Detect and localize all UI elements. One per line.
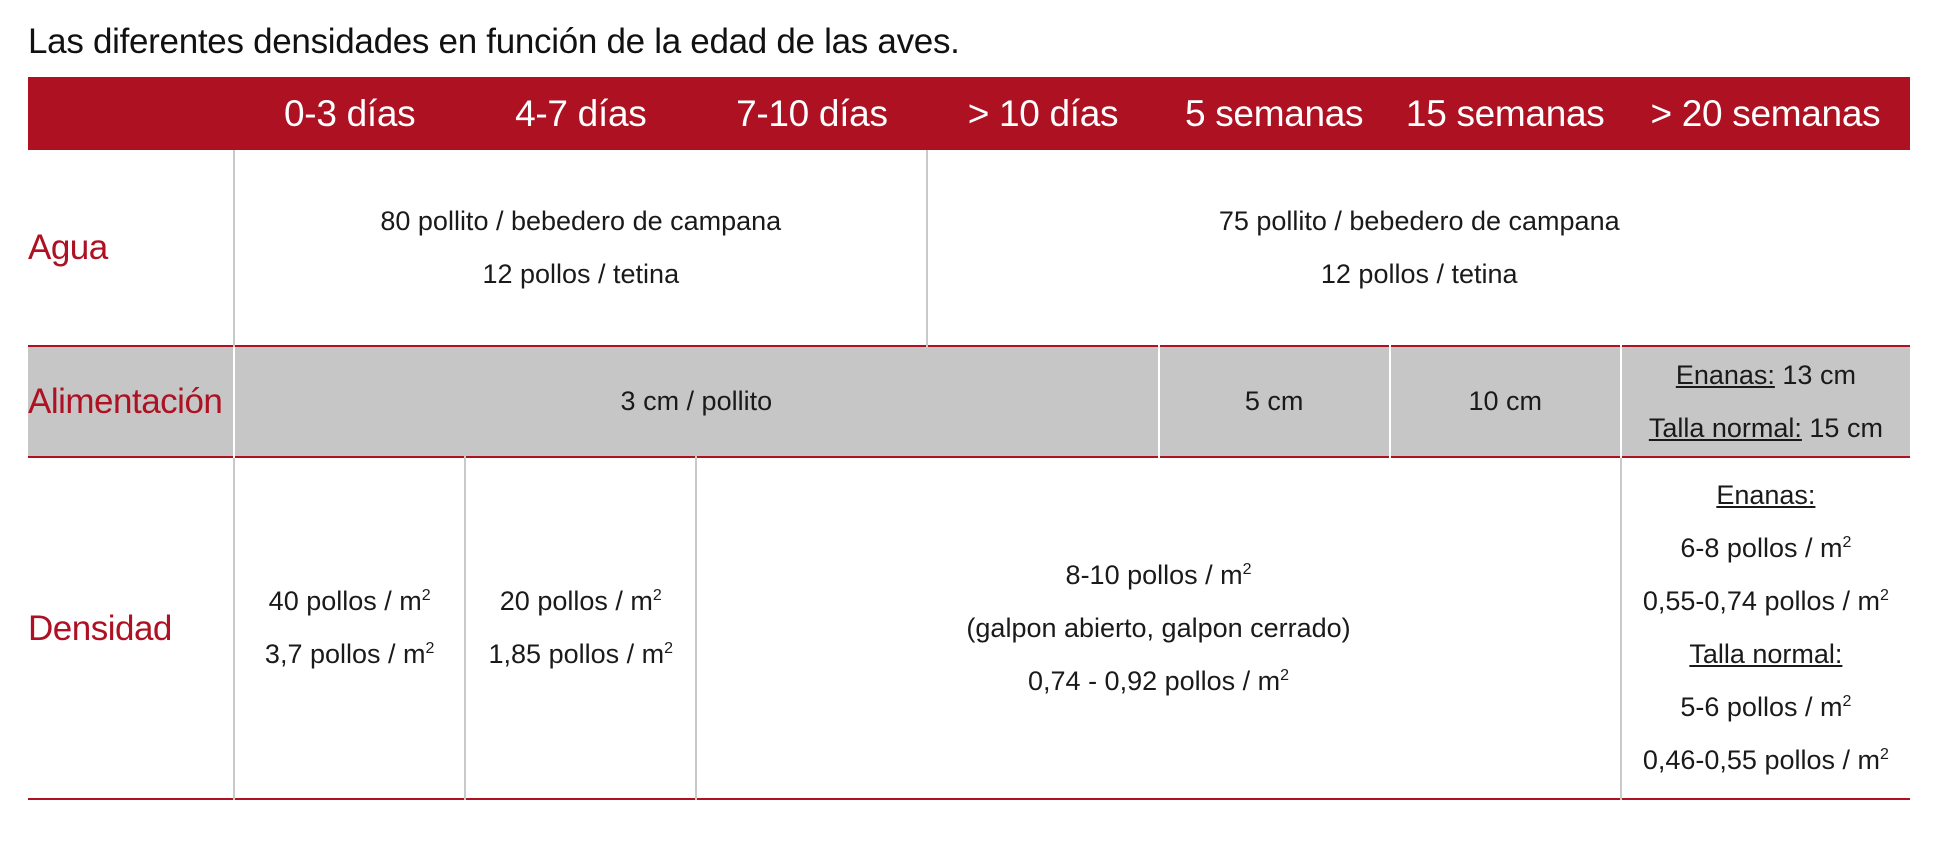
- densidad-value: 5-6 pollos / m: [1680, 692, 1843, 722]
- header-15-semanas: 15 semanas: [1405, 92, 1605, 134]
- superscript: 2: [421, 587, 431, 604]
- row-label-alimentacion: Alimentación: [28, 382, 223, 421]
- superscript: 2: [1280, 666, 1290, 684]
- densidad-cell-7-dias-15-semanas: [696, 457, 1620, 799]
- table-row-alimentacion: [28, 346, 1910, 457]
- superscript: 2: [652, 587, 662, 604]
- enanas-label: Enanas:: [1675, 359, 1775, 390]
- header-mas-10-dias: > 10 días: [967, 92, 1119, 134]
- header-7-10-dias: 7-10 días: [736, 92, 888, 134]
- densidad-value: 0,55-0,74 pollos / m: [1642, 586, 1880, 616]
- header-mas-20-semanas: > 20 semanas: [1650, 92, 1881, 134]
- superscript: 2: [1242, 560, 1252, 578]
- header-label-cell: [28, 77, 234, 150]
- enanas-label: Enanas:: [1716, 480, 1816, 510]
- agua-cell-mas-10-dias: [927, 150, 1910, 346]
- densidad-cell-0-3-dias: [234, 457, 465, 799]
- table-header-row: [28, 77, 1910, 150]
- agua-cell-line: 12 pollos / tetina: [1320, 258, 1518, 289]
- header-4-7-dias: 4-7 días: [515, 92, 647, 134]
- densidad-value: 3,7 pollos / m: [264, 639, 426, 669]
- densidad-value: 0,46-0,55 pollos / m: [1642, 745, 1880, 775]
- densidad-value: 8-10 pollos / m: [1065, 559, 1243, 590]
- superscript: 2: [1880, 587, 1889, 604]
- densidad-value: 1,85 pollos / m: [488, 639, 665, 669]
- densidad-cell-20-semanas: [1621, 457, 1910, 799]
- talla-normal-label: Talla normal:: [1648, 412, 1802, 443]
- density-table: [28, 77, 1910, 800]
- agua-cell-line: 12 pollos / tetina: [482, 258, 680, 289]
- agua-cell-0-10-dias: [234, 150, 927, 346]
- agua-cell-line: 80 pollito / bebedero de campana: [380, 205, 782, 236]
- superscript: 2: [664, 640, 674, 657]
- alimentacion-cell-20-semanas: [1621, 346, 1910, 457]
- page-title: Las diferentes densidades en función de la edad de las aves.: [28, 22, 960, 61]
- row-label-densidad: Densidad: [28, 608, 172, 648]
- alimentacion-cell-15-semanas: 10 cm: [1390, 346, 1621, 457]
- superscript: 2: [1880, 746, 1889, 763]
- densidad-note: (galpon abierto, galpon cerrado): [966, 612, 1351, 643]
- densidad-value: 0,74 - 0,92 pollos / m: [1028, 665, 1281, 696]
- header-5-semanas: 5 semanas: [1184, 92, 1364, 134]
- talla-normal-value: 15 cm: [1809, 412, 1883, 443]
- header-0-3-dias: 0-3 días: [284, 92, 416, 134]
- row-label-agua: Agua: [28, 228, 108, 267]
- alimentacion-cell-5-semanas: 5 cm: [1159, 346, 1390, 457]
- densidad-value: 6-8 pollos / m: [1680, 533, 1843, 563]
- superscript: 2: [1842, 693, 1852, 710]
- table-row-densidad: [28, 457, 1910, 799]
- superscript: 2: [425, 640, 435, 657]
- talla-normal-label: Talla normal:: [1689, 639, 1843, 669]
- enanas-value: 13 cm: [1782, 359, 1856, 390]
- densidad-value: 40 pollos / m: [268, 586, 422, 616]
- densidad-value: 20 pollos / m: [499, 586, 653, 616]
- densidad-cell-4-7-dias: [465, 457, 696, 799]
- table-row-agua: [28, 150, 1910, 346]
- superscript: 2: [1842, 534, 1852, 551]
- alimentacion-cell-pollito: 3 cm / pollito: [234, 346, 1158, 457]
- agua-cell-line: 75 pollito / bebedero de campana: [1218, 205, 1620, 236]
